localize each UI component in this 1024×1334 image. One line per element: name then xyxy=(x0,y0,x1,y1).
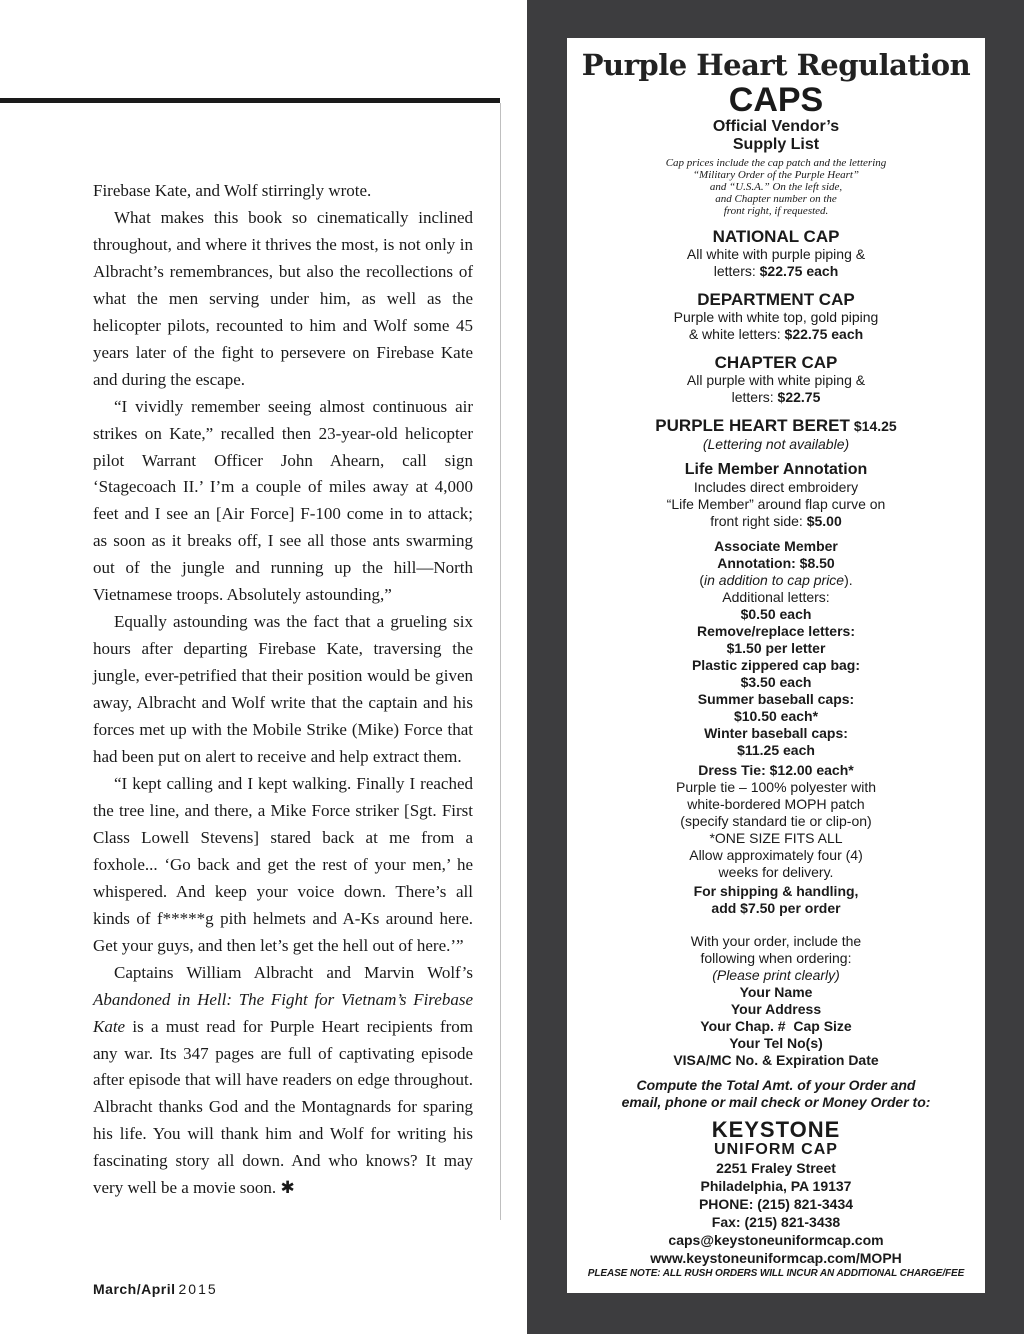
life-member-price-line xyxy=(567,513,985,530)
price-note-line: “Military Order of the Purple Heart” xyxy=(692,169,860,181)
price-prefix: letters: xyxy=(731,389,778,405)
department-cap-desc: Purple with white top, gold piping xyxy=(673,309,879,325)
extra-price: $10.50 each* xyxy=(733,708,819,724)
company-subname: UNIFORM CAP xyxy=(714,1141,838,1158)
price-note-line: Cap prices include the cap patch and the lettering xyxy=(665,157,887,169)
extra-price: $11.25 each xyxy=(737,742,815,758)
order-print-note: (Please print clearly) xyxy=(712,967,840,983)
department-cap-price-line xyxy=(567,326,985,343)
department-cap-heading: DEPARTMENT CAP xyxy=(697,290,855,309)
chapter-cap-heading: CHAPTER CAP xyxy=(714,353,838,372)
beret-heading: PURPLE HEART BERET xyxy=(655,416,850,435)
rush-order-note: PLEASE NOTE: ALL RUSH ORDERS WILL INCUR AN ADDITIONAL CHARGE/FEE xyxy=(587,1268,965,1279)
order-field: Your Chap. # Cap Size xyxy=(700,1018,852,1034)
life-member-heading: Life Member Annotation xyxy=(684,461,868,478)
price-prefix: front right side: xyxy=(710,513,807,529)
company-phone: PHONE: (215) 821-3434 xyxy=(698,1196,854,1212)
national-cap-price-line xyxy=(567,263,985,280)
top-rule xyxy=(0,98,500,103)
company-street: 2251 Fraley Street xyxy=(716,1160,836,1176)
article-paragraph: Equally astounding was the fact that a grueling six hours after departing Firebase Kate, traversing the jungle, ever-petrified that their position would be given away, Albracht and Wolf write that the captain and his forces met up with the Mobile Strike (Mike) Force that had been put on alert to receive and help extract them. xyxy=(93,612,473,767)
article-body xyxy=(93,178,473,1202)
associate-note-italic: in addition to cap price xyxy=(704,572,845,588)
paren: ). xyxy=(844,572,853,588)
dress-tie-desc: (specify standard tie or clip-on) xyxy=(680,813,872,829)
paragraph-lead: Captains William Albracht and Marvin Wolf’s xyxy=(114,962,473,982)
shipping-price: add $7.50 per order xyxy=(711,900,841,916)
issue-label: March/April xyxy=(93,1281,176,1297)
life-member-price: $5.00 xyxy=(806,513,842,529)
article-paragraph: “I vividly remember seeing almost continuous air strikes on Kate,” recalled then 23-year-old helicopter pilot Warrant Officer John Ahearn, call sign ‘Stagecoach II.’ I’m a couple of miles away at 4,000 feet and I see an [Air Force] F-100 come in to attack; as soon as it breaks off, I see all those ants swarming out of the jungle and running up the hill—North Vietnamese troops. Absolutely astounding,” xyxy=(93,396,473,605)
company-email: caps@keystoneuniformcap.com xyxy=(668,1232,884,1248)
dress-tie-desc: white-bordered MOPH patch xyxy=(687,796,865,812)
national-cap-desc: All white with purple piping & xyxy=(686,246,866,262)
article-paragraph: Firebase Kate, and Wolf stirringly wrote. xyxy=(93,181,372,200)
price-prefix: & white letters: xyxy=(688,326,785,342)
dress-tie-desc: weeks for delivery. xyxy=(718,864,834,880)
dress-tie-desc: Allow approximately four (4) xyxy=(689,847,863,863)
price-note-line: and “U.S.A.” On the left side, xyxy=(709,181,843,193)
order-field: Your Tel No(s) xyxy=(729,1035,823,1051)
vendor-heading-line1: Official Vendor’s xyxy=(712,118,840,135)
order-field: Your Name xyxy=(739,984,813,1000)
order-instructions: With your order, include the xyxy=(690,933,862,949)
price-note xyxy=(567,157,985,217)
extra-label: Summer baseball caps: xyxy=(697,691,855,707)
chapter-cap-price-line xyxy=(567,389,985,406)
book-title: Abandoned in Hell: The Fight for Vietnam’s Firebase Kate xyxy=(93,989,473,1036)
order-field: VISA/MC No. & Expiration Date xyxy=(673,1052,879,1068)
company-website: www.keystoneuniformcap.com/MOPH xyxy=(650,1250,902,1266)
paren: ( xyxy=(699,572,704,588)
paragraph-rest: is a must read for Purple Heart recipients from any war. Its 347 pages are full of captivating episode after episode that will have readers on edge throughout. Albracht thanks God and the Montagnards for sparing his life. You will thank him and Wolf for writing his fascinating story all down. And who knows? It may very well be a movie soon. xyxy=(93,1016,473,1198)
shipping-line: For shipping & handling, xyxy=(693,883,859,899)
extra-label: Winter baseball caps: xyxy=(704,725,848,741)
dress-tie-desc: *ONE SIZE FITS ALL xyxy=(709,830,843,846)
associate-note xyxy=(567,572,985,589)
extra-label: Remove/replace letters: xyxy=(697,623,855,639)
national-cap-price: $22.75 each xyxy=(759,263,839,279)
department-cap-price: $22.75 each xyxy=(784,326,864,342)
life-member-desc: “Life Member” around flap curve on xyxy=(666,496,886,512)
extra-price: $1.50 per letter xyxy=(726,640,826,656)
order-field: Your Address xyxy=(730,1001,822,1017)
price-prefix: letters: xyxy=(713,263,760,279)
associate-price: Annotation: $8.50 xyxy=(717,555,835,571)
article-paragraph: What makes this book so cinematically inclined throughout, and where it thrives the most, is not only in Albracht’s remembrances, but also the recollections of what the men serving under him, as well as the helicopter pilots, recounted to him and Wolf some 45 years later of the fight to persevere on Firebase Kate and during the escape. xyxy=(93,207,473,389)
compute-line: email, phone or mail check or Money Order to: xyxy=(621,1094,931,1110)
column-divider xyxy=(500,103,501,1220)
beret-note: (Lettering not available) xyxy=(702,436,850,452)
order-instructions: following when ordering: xyxy=(700,950,852,966)
company-fax: Fax: (215) 821-3438 xyxy=(711,1214,841,1230)
chapter-cap-price: $22.75 xyxy=(777,389,821,405)
article-paragraph: “I kept calling and I kept walking. Finally I reached the tree line, and there, a Mike Force striker [Sgt. First Class Lowell Stevens] stared back at me from a foxhole... ‘Go back and get the rest of your men,’ he whispered. And keep your voice down. There’s all kinds of f*****g pith helmets and A-Ks around here. Get your guys, and then let’s get the hell out of here.’” xyxy=(93,773,473,955)
beret-line xyxy=(567,416,985,436)
associate-heading: Associate Member xyxy=(714,538,838,554)
life-member-desc: Includes direct embroidery xyxy=(693,479,859,495)
dress-tie-heading: Dress Tie: $12.00 each* xyxy=(698,762,854,778)
dress-tie-desc: Purple tie – 100% polyester with xyxy=(676,779,876,795)
company-city: Philadelphia, PA 19137 xyxy=(700,1178,852,1194)
issue-footer xyxy=(93,1281,218,1297)
chapter-cap-desc: All purple with white piping & xyxy=(686,372,866,388)
extra-price: $3.50 each xyxy=(740,674,812,690)
end-mark-icon: ✱ xyxy=(280,1178,295,1198)
cap-advertisement xyxy=(567,38,985,1293)
vendor-heading-line2: Supply List xyxy=(732,136,820,153)
extra-label: Additional letters: xyxy=(722,589,830,605)
issue-year: 2015 xyxy=(178,1281,218,1297)
extra-price: $0.50 each xyxy=(740,606,812,622)
national-cap-heading: NATIONAL CAP xyxy=(712,227,840,246)
price-note-line: front right, if requested. xyxy=(723,205,829,217)
compute-line: Compute the Total Amt. of your Order and xyxy=(636,1077,916,1093)
beret-price: $14.25 xyxy=(853,418,897,434)
price-note-line: and Chapter number on the xyxy=(715,193,837,205)
article-paragraph-last xyxy=(93,960,473,1203)
extra-label: Plastic zippered cap bag: xyxy=(691,657,861,673)
company-name: KEYSTONE xyxy=(711,1117,841,1142)
ad-caps-heading: CAPS xyxy=(728,81,824,119)
ad-title: Purple Heart Regulation xyxy=(581,48,971,82)
